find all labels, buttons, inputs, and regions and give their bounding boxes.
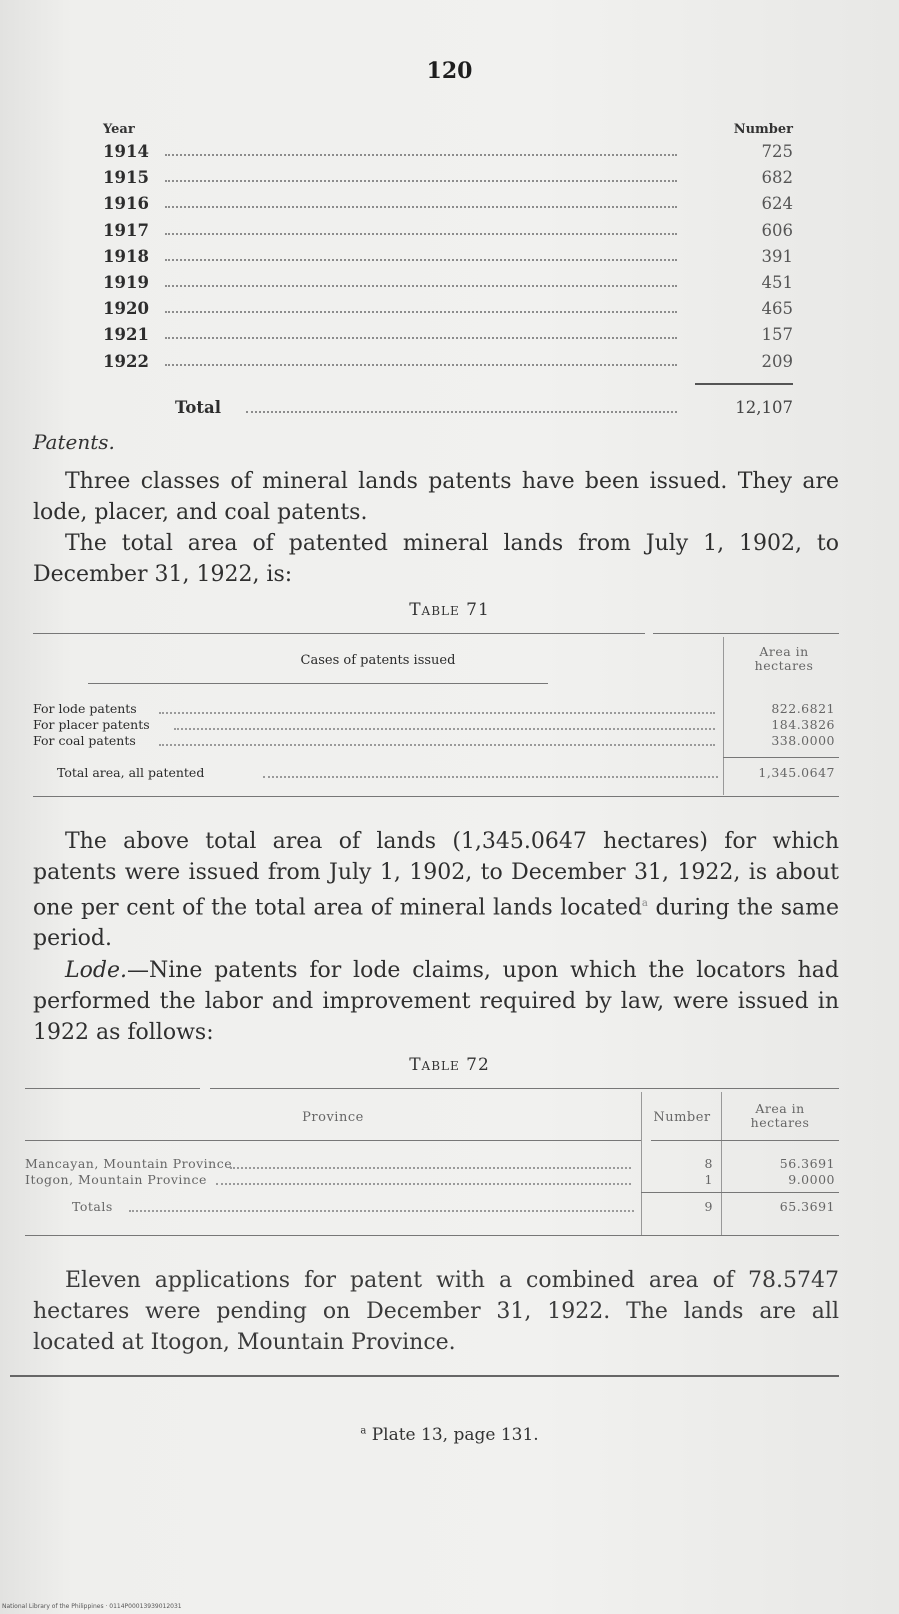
- top-rule-right: [653, 633, 839, 634]
- paragraph-above-total: [33, 826, 839, 954]
- total-rule: [641, 1192, 839, 1193]
- leader-dots: [165, 364, 677, 366]
- t72-total-label: Totals: [72, 1199, 113, 1214]
- leader-dots: [165, 154, 677, 156]
- leader-dots: [165, 285, 677, 287]
- bottom-rule: [33, 796, 839, 797]
- year-cell: 1921: [103, 325, 149, 345]
- leader-dots: [174, 728, 715, 730]
- year-table-header: [103, 118, 793, 140]
- year-cell: 1922: [103, 351, 149, 371]
- t71-row-label: For coal patents: [33, 733, 136, 748]
- year-row: [103, 297, 793, 323]
- leader-dots: [165, 206, 677, 208]
- table-72: [25, 1088, 839, 1238]
- top-rule-right: [210, 1088, 839, 1089]
- number-cell: 725: [761, 142, 793, 161]
- t72-row-province: Itogon, Mountain Province: [25, 1172, 207, 1187]
- number-cell: 606: [761, 220, 793, 240]
- lode-text: —Nine patents for lode claims, upon which the locators had performed the labor and improvement required by law, were issued in 1922 as follows:: [33, 958, 839, 1045]
- table-72-caption: Table 72: [409, 1055, 490, 1075]
- eleven-applications-paragraph: Eleven applications for patent with a combined area of 78.5747 hectares were pending on December 31, 1922. The lands are all located at Itogon, Mountain Province.: [33, 1268, 839, 1355]
- table-71: [33, 633, 839, 798]
- patents-heading: Patents.: [33, 430, 115, 454]
- number-cell: 157: [761, 325, 793, 345]
- leader-dots: [165, 259, 677, 261]
- year-row: [103, 192, 793, 218]
- t72-row-province: Mancayan, Mountain Province: [25, 1156, 233, 1171]
- year-row: [103, 140, 793, 166]
- scan-source-label: National Library of the Philippines · 0114P00013939012031: [2, 1603, 182, 1610]
- year-cell: 1920: [103, 299, 149, 319]
- year-cell: 1917: [103, 220, 149, 240]
- t71-row-area: 184.3826: [771, 717, 835, 732]
- year-row: [103, 166, 793, 192]
- col-header-area: Area in hectares: [754, 644, 814, 673]
- leader-dots: [165, 233, 677, 235]
- footnote-text: Plate 13, page 131.: [371, 1425, 539, 1445]
- year-cell: 1916: [103, 194, 149, 214]
- t72-total-area: 65.3691: [779, 1199, 835, 1214]
- top-rule-left: [25, 1088, 200, 1089]
- t72-row-number: 1: [704, 1172, 713, 1187]
- t71-row-label: For placer patents: [33, 717, 150, 732]
- bottom-rule: [25, 1235, 839, 1236]
- t71-row-area: 822.6821: [771, 701, 835, 716]
- total-rule: [695, 383, 793, 385]
- t71-total-label: Total area, all patented: [57, 765, 205, 780]
- leader-dots: [165, 180, 677, 182]
- column-divider: [723, 637, 724, 795]
- header-rule: [25, 1140, 641, 1141]
- leader-dots: [165, 337, 677, 339]
- number-cell: 451: [761, 272, 793, 292]
- paragraph-end: during the same period.: [33, 895, 839, 952]
- year-row: [103, 350, 793, 376]
- footnote-mark: a: [360, 1425, 367, 1437]
- leader-dots: [216, 1183, 632, 1185]
- leader-dots: [246, 411, 677, 413]
- top-rule: [33, 633, 645, 634]
- total-value: 12,107: [735, 398, 793, 417]
- year-row: [103, 245, 793, 271]
- number-cell: 391: [761, 246, 793, 266]
- patents-paragraph-2: The total area of patented mineral lands from July 1, 1902, to December 31, 1922, is:: [33, 531, 839, 587]
- year-cell: 1919: [103, 272, 149, 292]
- patents-paragraph-1: Three classes of mineral lands patents have been issued. They are lode, placer, and coal patents.: [33, 469, 839, 525]
- leader-dots: [165, 311, 677, 313]
- col-header-area: Area in hectares: [750, 1101, 810, 1130]
- number-cell: 624: [761, 194, 793, 214]
- col-header-cases: Cases of patents issued: [300, 653, 456, 668]
- year-row: [103, 271, 793, 297]
- t72-total-number: 9: [704, 1199, 713, 1214]
- year-row: [103, 219, 793, 245]
- footnote: [0, 1425, 899, 1445]
- table-71-caption: Table 71: [409, 600, 490, 620]
- t71-total-value: 1,345.0647: [758, 765, 835, 780]
- column-divider-2: [721, 1092, 722, 1236]
- number-cell: 209: [761, 351, 793, 371]
- lode-paragraph: [33, 955, 839, 1048]
- header-year: Year: [103, 122, 135, 137]
- footnote-reference: a: [641, 898, 648, 909]
- t72-row-area: 56.3691: [779, 1156, 835, 1171]
- footnote-rule: [10, 1375, 839, 1377]
- leader-dots: [129, 1210, 634, 1212]
- paragraph-text: The above total area of lands (1,345.0647 hectares) for which patents were issued from July 1, 1902, to December 31, 1922, is about one per cent of the total area of mineral lands located: [33, 829, 839, 921]
- t72-row-area: 9.0000: [788, 1172, 835, 1187]
- page-number: 120: [426, 58, 473, 84]
- t71-row-label: For lode patents: [33, 701, 137, 716]
- leader-dots: [159, 744, 715, 746]
- header-rule: [88, 683, 548, 684]
- column-divider-1: [641, 1092, 642, 1236]
- t72-row-number: 8: [704, 1156, 713, 1171]
- year-cell: 1914: [103, 142, 149, 161]
- year-cell: 1918: [103, 246, 149, 266]
- year-number-table: [103, 118, 793, 417]
- header-rule-right: [651, 1140, 839, 1141]
- number-cell: 465: [761, 299, 793, 319]
- year-row: [103, 323, 793, 349]
- col-header-province: Province: [302, 1110, 364, 1125]
- year-cell: 1915: [103, 168, 149, 188]
- total-label: Total: [175, 398, 221, 417]
- year-table-total-row: [103, 398, 793, 426]
- leader-dots: [263, 776, 718, 778]
- header-number: Number: [733, 122, 793, 137]
- total-rule: [723, 757, 839, 758]
- t71-row-area: 338.0000: [771, 733, 835, 748]
- leader-dots: [159, 712, 715, 714]
- leader-dots: [230, 1167, 631, 1169]
- lode-lead: Lode.: [65, 958, 127, 983]
- number-cell: 682: [761, 168, 793, 188]
- col-header-number: Number: [653, 1110, 711, 1125]
